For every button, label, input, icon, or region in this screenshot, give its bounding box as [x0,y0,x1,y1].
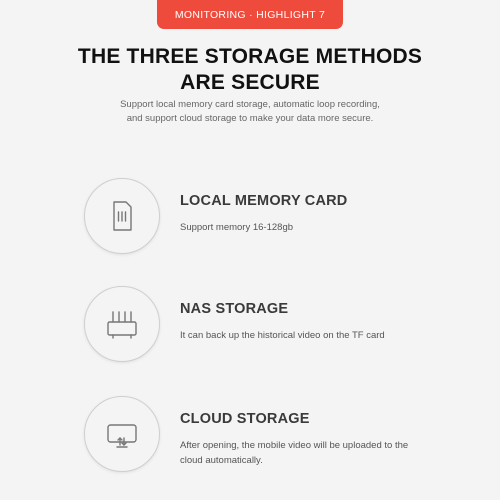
monitoring-highlight-badge [157,0,343,29]
feature-description-line-1: Support memory 16-128gb [180,222,294,233]
feature-cloud-storage [84,396,484,476]
feature-local-memory-card [84,178,484,258]
feature-description-line-1: It can back up the historical video on the TF card [180,330,385,341]
cloud-upload-icon [102,414,142,454]
page-title-line-2: ARE SECURE [180,71,320,94]
feature-nas-storage [84,286,484,366]
feature-title: CLOUD STORAGE [180,411,310,427]
router-icon [102,304,142,344]
feature-description-line-2: cloud automatically. [180,455,263,466]
cloud-upload-icon-circle [84,396,160,472]
subtitle-line-2: and support cloud storage to make your data more secure. [126,113,374,124]
subtitle-line-1: Support local memory card storage, automatic loop recording, [120,99,380,110]
feature-title: NAS STORAGE [180,301,289,317]
feature-description [180,220,440,235]
feature-title: LOCAL MEMORY CARD [180,193,348,209]
memory-card-icon [102,196,142,236]
page-subtitle [60,98,440,126]
memory-card-icon-circle [84,178,160,254]
router-icon-circle [84,286,160,362]
feature-description [180,328,440,343]
badge-label: MONITORING · HIGHLIGHT 7 [174,8,326,21]
feature-description-line-1: After opening, the mobile video will be uploaded to the [180,440,409,451]
feature-description [180,438,440,468]
page-title-line-1: THE THREE STORAGE METHODS [77,45,423,68]
page-title [40,44,460,96]
